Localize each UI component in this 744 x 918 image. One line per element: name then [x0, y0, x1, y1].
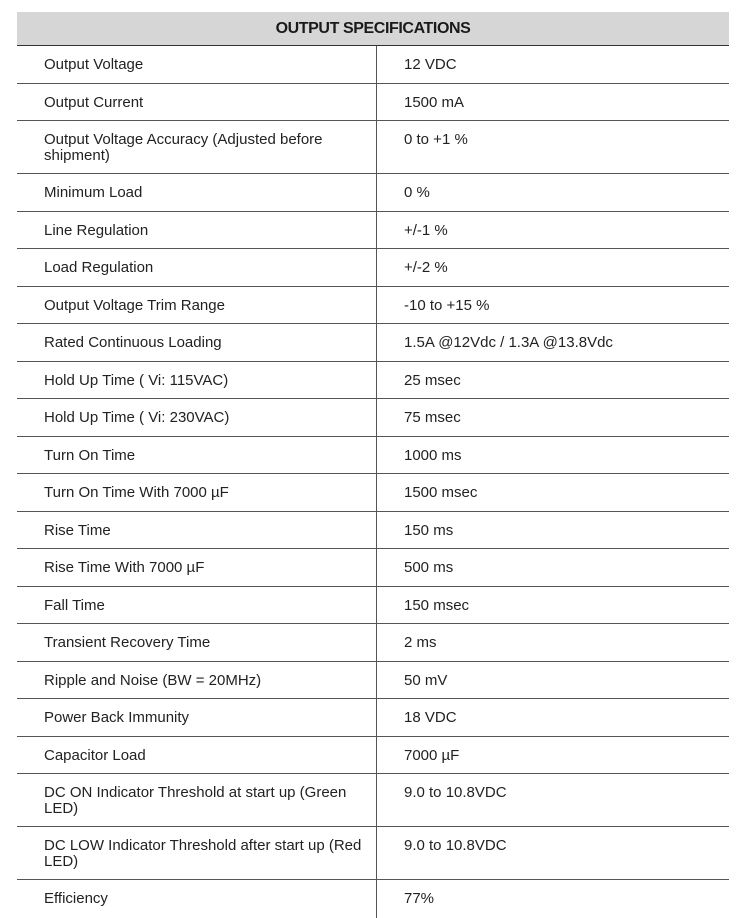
param-cell: Ripple and Noise (BW = 20MHz) [17, 662, 377, 699]
param-cell: Output Voltage Trim Range [17, 287, 377, 324]
table-row [17, 399, 729, 437]
param-cell: Efficiency [17, 880, 377, 918]
table-row [17, 774, 729, 827]
param-cell: Hold Up Time ( Vi: 115VAC) [17, 362, 377, 399]
table-row [17, 362, 729, 400]
param-cell: Capacitor Load [17, 737, 377, 774]
param-cell: DC ON Indicator Threshold at start up (Green LED) [17, 774, 377, 826]
param-cell: Output Voltage Accuracy (Adjusted before shipment) [17, 121, 377, 173]
table-row [17, 121, 729, 174]
value-cell: 18 VDC [404, 709, 457, 726]
table-row [17, 287, 729, 325]
table-row [17, 549, 729, 587]
value-cell: 150 ms [404, 521, 454, 539]
table-row [17, 324, 729, 362]
param-cell: Hold Up Time ( Vi: 230VAC) [17, 399, 377, 436]
value-cell: 12 VDC [404, 56, 457, 73]
value-cell: 9.0 to 10.8VDC [404, 784, 507, 801]
table-row [17, 212, 729, 250]
value-cell: 77% [404, 890, 435, 907]
value-cell: +/-2 % [404, 259, 448, 276]
table-row [17, 880, 729, 918]
param-cell: Load Regulation [17, 249, 377, 286]
table-row [17, 827, 729, 880]
value-cell: 500 ms [404, 559, 454, 576]
table-row [17, 699, 729, 737]
param-cell: Fall Time [17, 587, 377, 624]
value-cell: 1500 msec [404, 484, 478, 501]
param-cell: Line Regulation [17, 212, 377, 249]
value-cell: +/-1 % [404, 221, 448, 239]
table-row [17, 437, 729, 475]
param-cell: Power Back Immunity [17, 699, 377, 736]
output-specifications-table [17, 12, 729, 918]
value-cell: 2 ms [404, 634, 437, 651]
table-row [17, 174, 729, 212]
table-row [17, 84, 729, 122]
value-cell: 1.5A @12Vdc / 1.3A @13.8Vdc [404, 334, 613, 351]
value-cell: 50 mV [404, 671, 448, 689]
table-row [17, 474, 729, 512]
table-row [17, 662, 729, 700]
param-cell: Rated Continuous Loading [17, 324, 377, 361]
value-cell: 1500 mA [404, 93, 465, 111]
value-cell: 9.0 to 10.8VDC [404, 837, 507, 854]
param-cell: Rise Time With 7000 µF [17, 549, 377, 586]
param-cell: Rise Time [17, 512, 377, 549]
param-cell: Minimum Load [17, 174, 377, 211]
param-cell: DC LOW Indicator Threshold after start up (Red LED) [17, 827, 377, 879]
param-cell: Output Voltage [17, 46, 377, 83]
param-cell: Turn On Time With 7000 µF [17, 474, 377, 511]
table-row [17, 624, 729, 662]
value-cell: 0 to +1 % [404, 131, 468, 148]
value-cell: 7000 µF [404, 746, 460, 764]
param-cell: Turn On Time [17, 437, 377, 474]
table-row [17, 587, 729, 625]
value-cell: 25 msec [404, 371, 461, 389]
table-row [17, 512, 729, 550]
table-row [17, 737, 729, 775]
table-title: OUTPUT SPECIFICATIONS [17, 12, 729, 46]
value-cell: 1000 ms [404, 446, 462, 464]
value-cell: 75 msec [404, 409, 461, 426]
param-cell: Output Current [17, 84, 377, 121]
param-cell: Transient Recovery Time [17, 624, 377, 661]
table-row [17, 249, 729, 287]
table-row [17, 46, 729, 84]
value-cell: 0 % [404, 184, 430, 201]
value-cell: 150 msec [404, 596, 470, 614]
value-cell: -10 to +15 % [404, 296, 490, 314]
